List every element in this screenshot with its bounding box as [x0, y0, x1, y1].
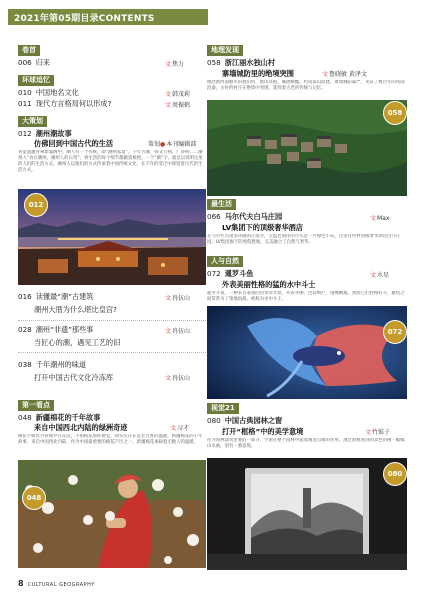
desc-012: 青篁迤逦青翠影鎏阁中，潮人有一个传统，即“潮州家宴”。千年古城，韩文公祠、广济桥……潮州人“食在潮州，潮州人的日常”，将生活的每个细节都做到极致。一个“潮”字，就足以说明这里的人们的生活方式。潮州人以他们的方式传承着中国传统文化，在千年的变迁中保留着古代的生活方式。: [18, 150, 203, 173]
toc-item-016-sub: 潮州大厝为什么堪比皇宫?: [34, 305, 117, 314]
desc-048: 棉花不如丝丹帛绫罗在东汉，不如稻花那样便宜，却实实在在是老百姓的温暖，新疆棉花的千年故事，来自中国西北内陆，作为中国最重要的棉花产区之一，新疆棉花承载着无数人的温暖。: [18, 434, 203, 445]
section-renyuziran: 人与自然: [207, 256, 243, 267]
author-011: 文周振鹤: [165, 102, 191, 109]
author-016: 文冉伍山: [165, 295, 191, 302]
toc-item-016[interactable]: 016 读懂最“潮”古建筑: [18, 292, 94, 301]
author-038: 文冉伍山: [165, 375, 191, 382]
toc-item-006[interactable]: 006 归来: [18, 58, 51, 67]
page-badge-072: 072: [383, 320, 407, 344]
section-juanshou: 卷首: [18, 45, 40, 56]
author-028: 文冉伍山: [165, 328, 191, 335]
issue-title: 2021年第05期目录CONTENTS: [14, 14, 155, 24]
page-footer: [18, 579, 95, 588]
subtitle-066: LV集团下的顶级奢华酒店: [222, 223, 304, 232]
author-012: 策划●本刊编辑部: [148, 141, 197, 148]
toc-item-080[interactable]: 080 中国古典园林之窗: [207, 416, 283, 425]
toc-item-038-sub: 打开中国古代文化冷冻库: [34, 373, 114, 382]
section-dilifaxian: 地理发现: [207, 45, 243, 56]
section-shijue21: 视觉21: [207, 403, 239, 414]
toc-item-028[interactable]: 028 潮州“非遗”那些事: [18, 325, 94, 334]
page-badge-012: 012: [24, 193, 48, 217]
issue-header: [8, 9, 208, 25]
author-080: 文竹锥子: [365, 429, 391, 436]
toc-item-066[interactable]: 066 马尔代夫白马庄园: [207, 212, 283, 221]
subtitle-080: 打开“框格”中的美学意境: [222, 427, 304, 436]
toc-item-011[interactable]: 011 现代方言格局何以形成?: [18, 99, 112, 108]
toc-item-038[interactable]: 038 千年潮州的味道: [18, 360, 87, 369]
desc-066: 在马尔代夫诸多环礁的正南方，宝蓝色海洋的尽头是一片绿色小岛，这里有世界顶级奢华酒店白马庄园，LV集团旗下的度假胜地，完美融合了自然与奢华。: [207, 234, 401, 245]
divider: [18, 320, 206, 321]
section-dacehua: 大策划: [18, 116, 47, 127]
cotton-harvest-photo: [18, 460, 206, 568]
toc-item-058[interactable]: 058 浙江丽水独山村: [207, 58, 276, 67]
author-006: 文焦力: [165, 61, 185, 68]
author-072: 文水星: [370, 272, 390, 279]
desc-072: 暹罗斗鱼，一种来自泰国的热带淡水鱼，外表华丽，色彩绚烂，尾鳍飘逸，然而它们性格好斗，雄鱼之间常常为了领地而战，被称为水中斗士。: [207, 291, 405, 302]
section-huanqiu: 环球追忆: [18, 75, 54, 86]
author-010: 文韩茂莉: [165, 91, 191, 98]
toc-item-010[interactable]: 010 中国地名文化: [18, 88, 79, 97]
toc-item-072[interactable]: 072 暹罗斗鱼: [207, 269, 254, 278]
toc-item-048[interactable]: 048 新疆棉花的千年故事: [18, 413, 101, 422]
subtitle-072: 外表美丽性格的猛的水中斗士: [222, 280, 316, 289]
subtitle-048: 来自中国西北内陆的绿洲奇迹: [34, 423, 128, 432]
betta-fish-photo: [207, 306, 407, 399]
desc-058: 地处浙西南丽水的独山村，群山环抱，溪流蜿蜒，村落依山而建，寨墙城防森严，见证了数百年的风雨沧桑，古朴的村庄在绝境中突围，延续着古老的传统与记忆。: [207, 80, 405, 91]
page-badge-048: 048: [22, 486, 46, 510]
magazine-name: CULTURAL GEOGRAPHY: [27, 582, 95, 588]
subtitle-012: 仿佛回到中国古代的生活: [34, 139, 114, 148]
toc-item-012[interactable]: 012 潮州潮故事: [18, 129, 72, 138]
garden-window-photo: [207, 458, 407, 570]
desc-080: 作为园林建筑里要的一部分，空窗在整个园林中起着画龙点睛的作用，透过窗框看到的景色仿佛一幅幅山水画，别有一番意境。: [207, 438, 405, 449]
village-aerial-photo: [207, 100, 407, 196]
page-number: 8: [18, 579, 24, 588]
author-066: 文Max: [370, 215, 390, 222]
page-badge-058: 058: [383, 101, 407, 125]
divider: [18, 352, 206, 353]
author-048: 文习才: [170, 425, 190, 432]
section-zuishenghuo: 最生活: [207, 199, 236, 210]
subtitle-058: 寨墙城防里的绝境突围: [222, 69, 294, 78]
toc-item-028-sub: 当匠心的潮，遇见工艺的旧: [34, 338, 121, 347]
page-badge-080: 080: [383, 462, 407, 486]
section-diyikandian: 第一看点: [18, 400, 54, 411]
author-058: 文鲁晓敏 黄泽文: [322, 71, 367, 78]
